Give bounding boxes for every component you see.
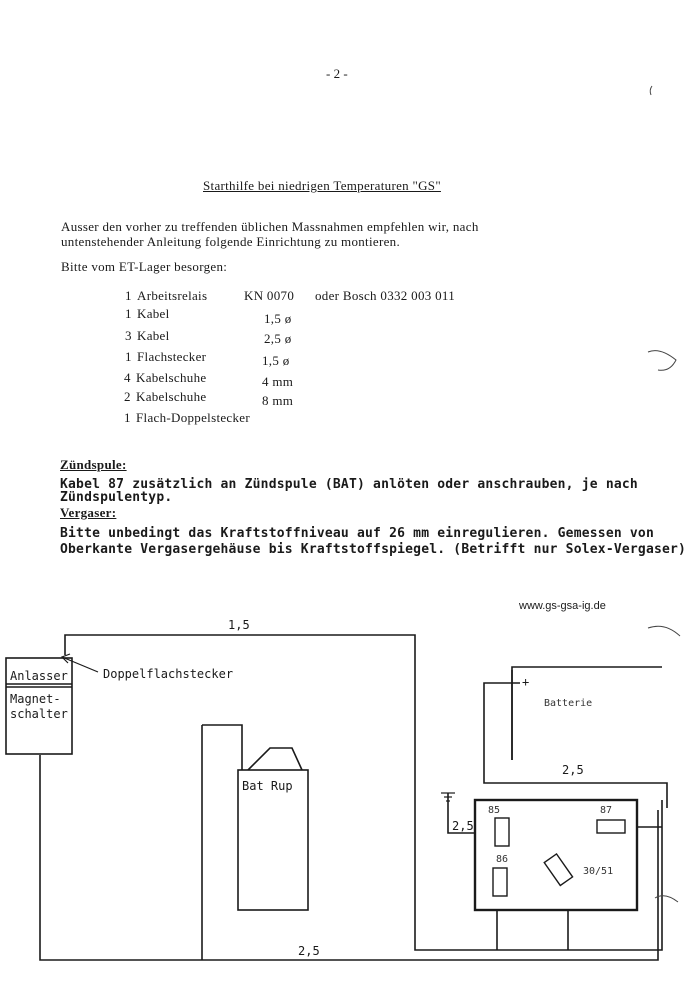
- doppelflachstecker-label: Doppelflachstecker: [103, 667, 234, 681]
- part-name: Arbeitsrelais: [137, 288, 208, 303]
- part-alternative: oder Bosch 0332 003 011: [315, 288, 456, 303]
- part-name: Kabelschuhe: [136, 389, 207, 404]
- part-name: Flach-Doppelstecker: [136, 410, 250, 425]
- part-qty: 1: [125, 288, 132, 303]
- website-url[interactable]: www.gs-gsa-ig.de: [519, 600, 606, 612]
- section-heading: Starthilfe bei niedrigen Temperaturen "GS": [203, 178, 441, 193]
- wire-relay-gauge: 2,5: [452, 819, 474, 833]
- part-spec: 1,5 ø: [262, 353, 290, 368]
- magnet-label-1: Magnet-: [10, 692, 61, 706]
- order-note: Bitte vom ET-Lager besorgen:: [61, 259, 228, 274]
- zuendspule-line-1: Kabel 87 zusätzlich an Zündspule (BAT) anlöten oder anschrauben, je nach: [60, 477, 638, 492]
- vergaser-line-1: Bitte unbedingt das Kraftstoffniveau auf 26 mm einregulieren. Gemessen von: [60, 526, 654, 541]
- relay-terminal-87: 87: [600, 805, 613, 816]
- part-qty: 2: [124, 389, 131, 404]
- part-spec: 2,5 ø: [264, 331, 292, 346]
- magnet-label-2: schalter: [10, 707, 68, 721]
- page-number: - 2 -: [326, 66, 348, 81]
- part-qty: 1: [125, 306, 132, 321]
- relay-terminal-86: 86: [496, 854, 509, 865]
- part-qty: 4: [124, 370, 131, 385]
- zuendspule-title: Zündspule:: [60, 457, 127, 472]
- wire-battery-gauge: 2,5: [562, 763, 584, 777]
- intro-line-1: Ausser den vorher zu treffenden üblichen Massnahmen empfehlen wir, nach: [61, 219, 479, 234]
- battery-plus: +: [522, 675, 530, 689]
- wire-bottom-gauge: 2,5: [298, 944, 320, 958]
- wire-coil-top: [202, 725, 242, 770]
- part-name: Kabel: [137, 328, 170, 343]
- punch-marks: [648, 86, 680, 902]
- wire-top-gauge: 1,5: [228, 618, 250, 632]
- battery-label: Batterie: [544, 698, 593, 709]
- part-qty: 1: [124, 410, 131, 425]
- relay-terminal-3051: 30/51: [583, 866, 614, 877]
- part-qty: 3: [125, 328, 132, 343]
- part-spec: 4 mm: [262, 374, 294, 389]
- part-name: Flachstecker: [137, 349, 207, 364]
- vergaser-title: Vergaser:: [60, 505, 117, 520]
- intro-line-2: untenstehender Anleitung folgende Einrichtung zu montieren.: [61, 234, 400, 249]
- part-name: Kabelschuhe: [136, 370, 207, 385]
- vergaser-line-2: Oberkante Vergasergehäuse bis Kraftstoffspiegel. (Betrifft nur Solex-Vergaser): [60, 542, 687, 557]
- part-qty: 1: [125, 349, 132, 364]
- battery: [512, 667, 662, 760]
- ignition-coil: [238, 748, 308, 910]
- part-spec: 1,5 ø: [264, 311, 292, 326]
- part-spec: 8 mm: [262, 393, 294, 408]
- zuendspule-line-2: Zündspulentyp.: [60, 490, 173, 505]
- relay-terminal-85: 85: [488, 805, 501, 816]
- part-name: Kabel: [137, 306, 170, 321]
- coil-label: Bat Rup: [242, 779, 293, 793]
- anlasser-label: Anlasser: [10, 669, 68, 683]
- part-spec: KN 0070: [244, 288, 295, 303]
